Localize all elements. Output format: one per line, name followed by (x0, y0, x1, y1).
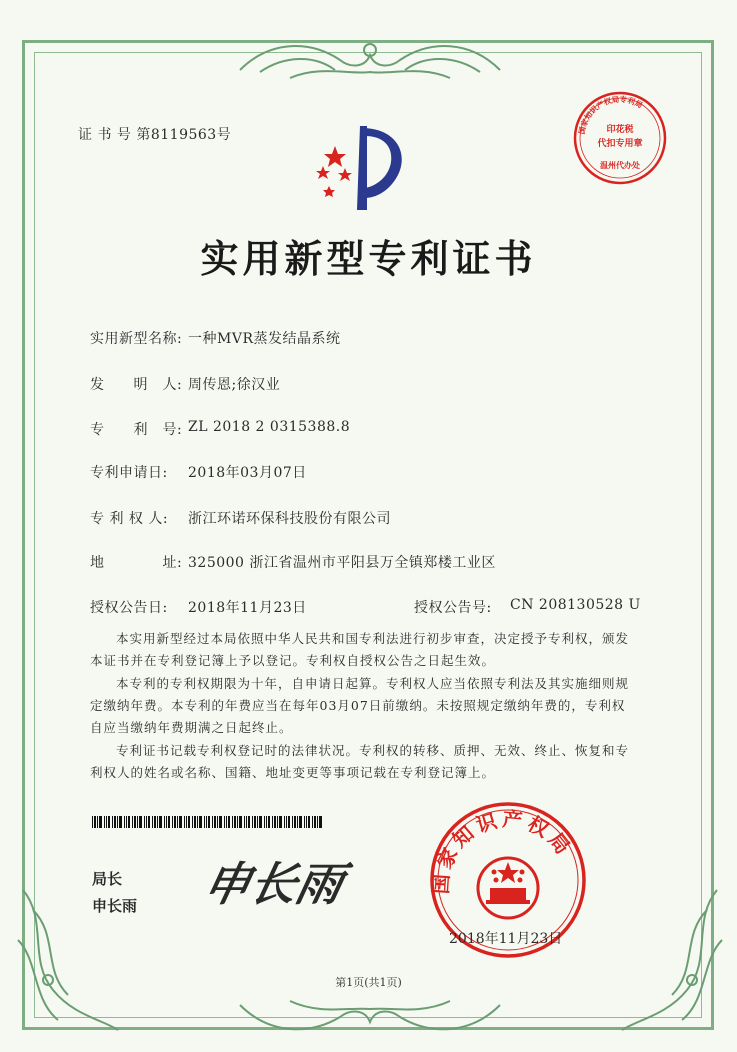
certificate-title: 实用新型专利证书 (200, 236, 537, 281)
address-value: 325000 浙江省温州市平阳县万全镇郑楼工业区 (188, 555, 496, 571)
patentee-value: 浙江环诺环保科技股份有限公司 (188, 511, 391, 527)
barcode (92, 816, 324, 835)
grant-number-label: 授权公告号: (414, 600, 492, 616)
cnipa-logo (305, 118, 415, 218)
small-seal-bottom-text: 温州代办处 (600, 160, 640, 170)
director-name: 申长雨 (92, 897, 138, 915)
patent-number-value: ZL 2018 2 0315388.8 (188, 419, 351, 435)
paragraph-line: 利权人的姓名或名称、国籍、地址变更等事项记载在专利登记簿上。 (90, 765, 496, 780)
small-seal-center1: 印花税 (606, 125, 634, 135)
grant-date-label: 授权公告日: (90, 600, 168, 616)
handwritten-signature: 申长雨 (198, 857, 349, 911)
paragraph-line: 本实用新型经过本局依照中华人民共和国专利法进行初步审查，决定授予专利权，颁发 (116, 631, 630, 646)
address-label: 地 址: (90, 555, 183, 571)
utility-model-name-label: 实用新型名称: (90, 331, 183, 347)
patentee-label: 专 利 权 人: (90, 511, 169, 527)
tax-stamp-seal (570, 88, 670, 188)
top-ornament (230, 30, 510, 85)
bottom-ornament (230, 995, 510, 1045)
paragraph-line: 本证书并在专利登记簿上予以登记。专利权自授权公告之日起生效。 (90, 653, 496, 668)
grant-date-value: 2018年11月23日 (188, 600, 307, 616)
paragraph-line: 专利证书记载专利权登记时的法律状况。专利权的转移、质押、无效、终止、恢复和专 (116, 743, 630, 758)
small-seal-center2: 代扣专用章 (597, 139, 643, 149)
corner-ornament-br (612, 880, 732, 1040)
small-seal-ring-text: 国家知识产权局专利局 (577, 94, 645, 135)
inventor-label: 发 明 人: (90, 377, 183, 393)
inventor-value: 周传恩;徐汉业 (188, 377, 281, 393)
grant-number-value: CN 208130528 U (510, 597, 641, 613)
paragraph-line: 本专利的专利权期限为十年，自申请日起算。专利权人应当依照专利法及其实施细则规 (116, 676, 630, 691)
utility-model-name-value: 一种MVR蒸发结晶系统 (188, 331, 341, 347)
seal-date: 2018年11月23日 (449, 931, 563, 947)
main-seal-ring-text: 国家知识产权局 (428, 806, 578, 895)
patent-number-label: 专 利 号: (90, 422, 183, 438)
application-date-label: 专利申请日: (90, 465, 168, 481)
national-emblem (478, 858, 538, 918)
director-title: 局长 (92, 870, 123, 888)
certificate-number: 证 书 号 第8119563号 (78, 127, 232, 143)
application-date-value: 2018年03月07日 (188, 465, 307, 481)
paragraph-line: 定缴纳年费。本专利的年费应当在每年03月07日前缴纳。未按照规定缴纳年费的，专利权 (90, 698, 626, 713)
page-footer: 第1页(共1页) (335, 976, 402, 989)
paragraph-line: 自应当缴纳年费期满之日起终止。 (90, 720, 293, 735)
